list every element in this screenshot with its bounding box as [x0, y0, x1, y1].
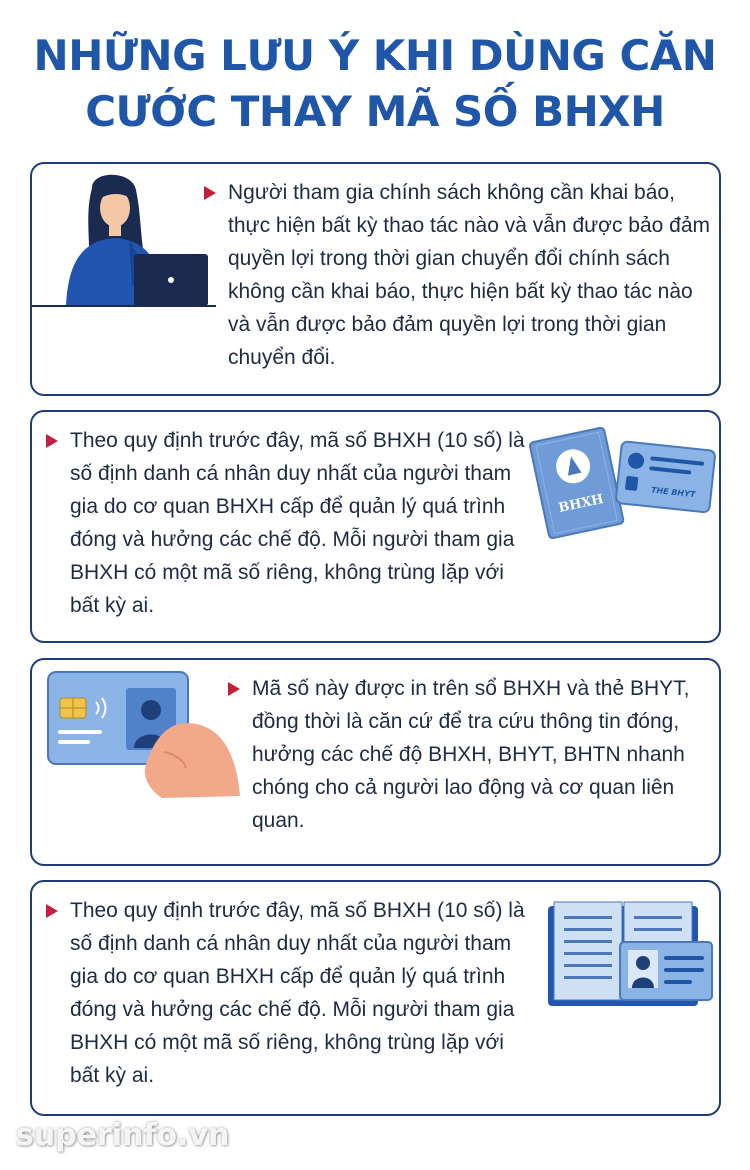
card-3-text: Mã số này được in trên sổ BHXH và thẻ BHYT, đồng thời là căn cứ để tra cứu thông tin đóng, hưởng các chế độ BHXH, BHYT, BHTN nhanh chóng cho cả người lao động và cơ quan liên quan.: [228, 672, 708, 837]
info-card-4: [30, 880, 721, 1116]
card-1-text: Người tham gia chính sách không cần khai báo, thực hiện bất kỳ thao tác nào và vẫn được bảo đảm quyền lợi trong thời gian chuyển đổi chính sách không cần khai báo, thực hiện bất kỳ thao tác nào và vẫn được bảo đảm quyền lợi trong thời gian chuyển đổi.: [204, 176, 716, 374]
card-2-text: Theo quy định trước đây, mã số BHXH (10 số) là số định danh cá nhân duy nhất của người tham gia do cơ quan BHXH cấp để quản lý quá trình đóng và hưởng các chế độ. Mỗi người tham gia BHXH có một mã số riêng, không trùng lặp với bất kỳ ai.: [46, 424, 526, 622]
open-book-id-icon: [546, 900, 716, 1010]
woman-laptop-icon: [32, 168, 216, 310]
page-title-line-1: NHỮNG LƯU Ý KHI DÙNG CĂN: [33, 31, 717, 80]
bhxh-book-card-icon: [526, 416, 716, 544]
page-title-line-2: CƯỚC THAY MÃ SỐ BHXH: [85, 87, 665, 136]
hand-id-card-icon: [46, 668, 242, 800]
page-title: [0, 28, 750, 140]
info-card-1: [30, 162, 721, 396]
info-card-3: [30, 658, 721, 866]
card-4-text: Theo quy định trước đây, mã số BHXH (10 số) là số định danh cá nhân duy nhất của người tham gia do cơ quan BHXH cấp để quản lý quá trình đóng và hưởng các chế độ. Mỗi người tham gia BHXH có một mã số riêng, không trùng lặp với bất kỳ ai.: [46, 894, 526, 1092]
watermark-logo: superinfo.vn: [16, 1118, 230, 1153]
info-card-2: [30, 410, 721, 643]
bhxh-book-label: BHXH: [557, 491, 605, 517]
bhyt-card-label: THE BHYT: [650, 485, 696, 500]
